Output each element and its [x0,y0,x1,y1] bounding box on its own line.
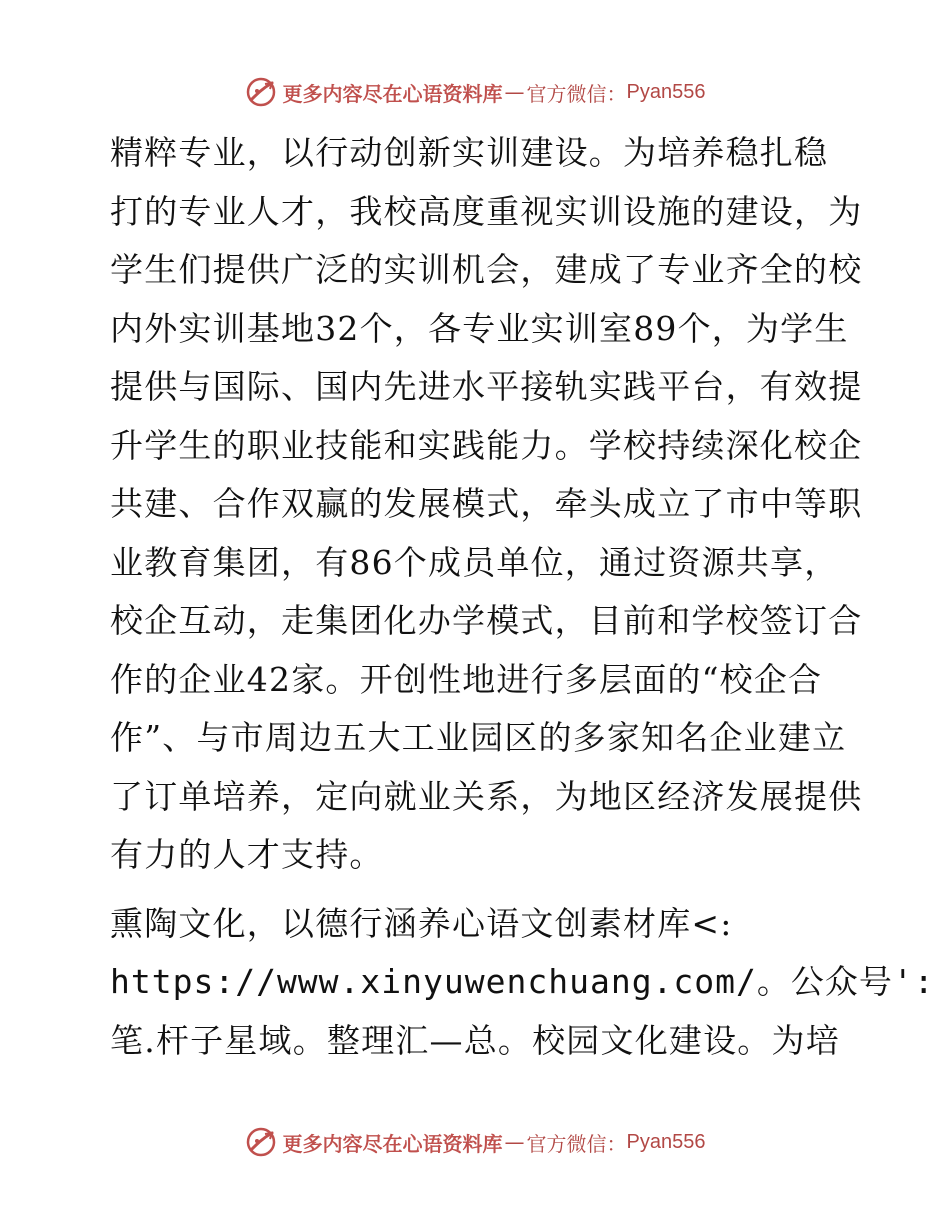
paragraph-training [98,124,863,885]
text-line-url: https://www.xinyuwenchuang.com/。公众号': [110,962,935,1001]
text-line: 共建、合作双赢的发展模式，牵头成立了市中等职 [110,484,863,523]
text-line: 有力的人才支持。 [110,835,384,874]
brand-logo-icon [245,1126,277,1158]
text-line: 升学生的职业技能和实践能力。学校持续深化校企 [110,425,863,465]
text-line: 学生们提供广泛的实训机会，建成了专业齐全的校 [110,250,863,289]
banner-wechat-id: Pyan556 [626,1130,706,1153]
text-line: 校企互动，走集团化办学模式，目前和学校签订合 [110,601,863,640]
footer-banner [0,1122,950,1162]
banner-separator: — [504,1130,525,1154]
text-line: 了订单培养，定向就业关系，为地区经济发展提供 [110,776,863,816]
text-line: 作”、与市周边五大工业园区的多家知名企业建立 [110,718,847,757]
paragraph-culture [98,895,935,1071]
text-line: 作的企业42家。开创性地进行多层面的“校企合 [110,659,823,699]
text-line: 打的专业人才，我校高度重视实训设施的建设，为 [110,191,863,231]
text-line: 熏陶文化，以德行涵养心语文创素材库<: [110,903,733,943]
banner-brand-text: 更多内容尽在心语资料库 [282,1131,503,1156]
header-banner [0,72,950,112]
text-line: 精粹专业，以行动创新实训建设。为培养稳扎稳 [110,133,829,172]
text-line: 业教育集团，有86个成员单位，通过资源共享， [110,542,839,582]
banner-wechat-id: Pyan556 [626,80,706,103]
document-body [98,124,935,1070]
banner-brand-text: 更多内容尽在心语资料库 [282,81,503,106]
banner-wechat-label: 官方微信： [526,1131,627,1156]
brand-logo-icon [245,76,277,108]
text-line: 内外实训基地32个，各专业实训室89个，为学生 [110,308,849,348]
banner-separator: — [504,80,525,104]
text-line: 笔.杆子星域。整理汇—总。校园文化建设。为培 [110,1020,840,1060]
text-line: 提供与国际、国内先进水平接轨实践平台，有效提 [110,367,863,406]
banner-wechat-label: 官方微信： [526,81,627,106]
